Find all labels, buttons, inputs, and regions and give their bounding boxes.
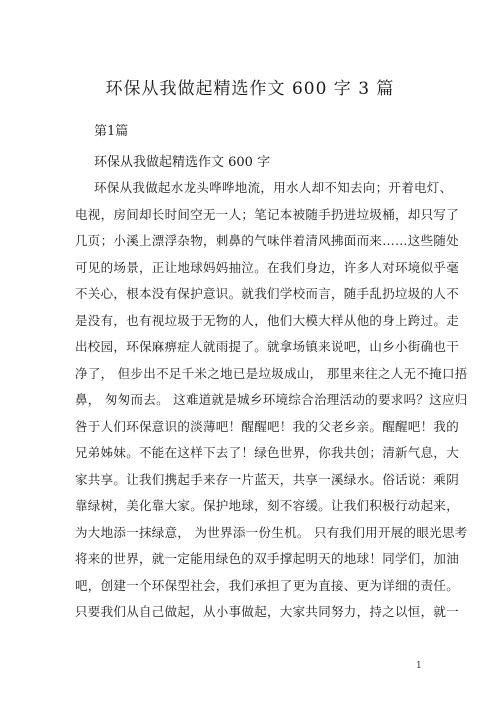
body-line: 出校园，环保麻痹症人就雨提了。就拿场镇来说吧，山乡小街确也干 bbox=[75, 339, 460, 354]
body-line: 不关心，根本没有保护意识。就我们学校而言，随手乱扔垃圾的人不 bbox=[75, 286, 460, 301]
section-label: 第1篇 bbox=[94, 124, 129, 139]
body-line: 可见的场景，正让地球妈妈抽泣。在我们身边，许多人对环境似乎毫 bbox=[75, 259, 460, 275]
body-line: 家共享。让我们携起手来存一片蓝天，共享一溪绿水。俗话说：乘阴 bbox=[75, 471, 460, 487]
body-line: 为大地添一抹绿意， 为世界添一份生机。 只有我们用开展的眼光思考 bbox=[75, 524, 468, 540]
body-line: 电视，房间却长时间空无一人；笔记本被随手扔进垃圾桶，却只写了 bbox=[75, 206, 460, 222]
body-line: 是没有，也有视垃圾于无物的人，他们大模大样从他的身上跨过。走 bbox=[75, 312, 460, 328]
body-line: 咎于人们环保意识的淡薄吧！醒醒吧！我的父老乡亲。醒醒吧！我的 bbox=[75, 418, 460, 434]
body-line: 靠绿树，美化靠大家。保护地球，刻不容缓。让我们积极行动起来， bbox=[75, 498, 460, 513]
body-line: 净了， 但步出不足千米之地已是垃圾成山， 那里来往之人无不掩口捂 bbox=[75, 365, 468, 381]
body-line: 只要我们从自己做起，从小事做起，大家共同努力，持之以恒，就一 bbox=[75, 604, 460, 619]
body-line: 环保从我做起水龙头哗哗地流，用水人却不知去向；开着电灯、 bbox=[94, 180, 453, 195]
essay-subtitle: 环保从我做起精选作文 600 字 bbox=[94, 155, 271, 170]
essay-body bbox=[75, 175, 468, 626]
body-line: 兄弟姊妹。不能在这样下去了！绿色世界，你我共创；清新气息，大 bbox=[75, 445, 460, 460]
document-title: 环保从我做起精选作文 600 字 3 篇 bbox=[105, 79, 395, 99]
page-number: 1 bbox=[416, 661, 422, 671]
body-line: 几页；小溪上漂浮杂物，刺鼻的气味伴着清风拂面而来……这些随处 bbox=[75, 233, 460, 248]
body-line: 吧，创建一个环保型社会，我们承担了更为直接、更为详细的责任。 bbox=[75, 577, 460, 593]
body-line: 鼻， 匆匆而去。 这难道就是城乡环境综合治理活动的要求吗？这应归 bbox=[75, 392, 468, 407]
body-line: 将来的世界，就一定能用绿色的双手撑起明天的地球！同学们，加油 bbox=[75, 551, 460, 566]
